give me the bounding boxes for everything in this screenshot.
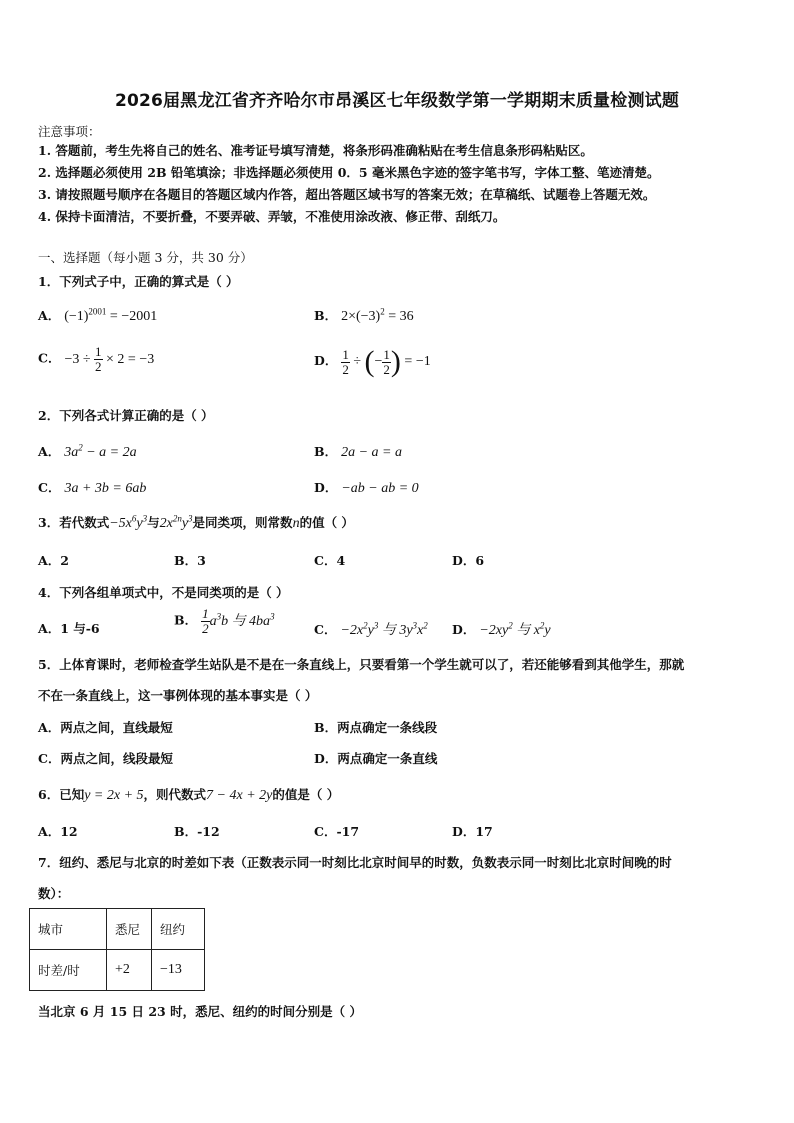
- notice-item-2: 2. 选择题必须使用 2B 铅笔填涂；非选择题必须使用 0．5 毫米黑色字迹的签字笔书写，字体工整、笔迹清楚。: [38, 165, 660, 180]
- q2-option-b: [314, 442, 402, 461]
- notice-item-4: 4. 保持卡面清洁，不要折叠，不要弄破、弄皱，不准使用涂改液、修正带、刮纸刀。: [38, 209, 506, 224]
- table-cell: −13: [152, 950, 205, 991]
- math-expr: $3a^2 - a = 2a$: [64, 442, 137, 460]
- option-label: D．: [314, 480, 338, 495]
- option-label: B．: [174, 612, 198, 628]
- q5-option-d: D．两点确定一条直线: [314, 751, 438, 766]
- math-expr: $-2x^2y^3$ 与 $3y^3x^2$: [340, 620, 428, 638]
- q2-option-c: [38, 478, 146, 497]
- q1-option-c: [38, 345, 154, 374]
- option-label: A．: [38, 444, 61, 459]
- q5-option-b: B．两点确定一条线段: [314, 720, 438, 735]
- section-heading: 一、选择题（每小题 3 分，共 30 分）: [38, 250, 253, 265]
- notice-item-3: 3. 请按照题号顺序在各题目的答题区域内作答，超出答题区域书写的答案无效；在草稿纸、试题卷上答题无效。: [38, 187, 656, 202]
- option-label: A．: [38, 308, 61, 323]
- math-expr: 2a − a = a: [341, 445, 402, 460]
- table-cell: 时差/时: [30, 950, 107, 991]
- question-2-stem: 2．下列各式计算正确的是（ ）: [38, 408, 214, 423]
- fraction: $\frac{1}{2}$: [95, 344, 102, 374]
- table-header-cell: 悉尼: [107, 909, 152, 950]
- q6-option-c: C．-17: [314, 824, 360, 839]
- q3-option-b: B．3: [174, 553, 206, 568]
- time-difference-table: [29, 908, 205, 991]
- q3-option-a: A．2: [38, 553, 69, 568]
- question-4-stem: 4．下列各组单项式中，不是同类项的是（ ）: [38, 585, 289, 600]
- q4-option-c: [314, 619, 428, 639]
- notice-item-1: 1. 答题前，考生先将自己的姓名、准考证号填写清楚，将条形码准确粘贴在考生信息条形码粘贴区。: [38, 143, 593, 158]
- math-expr: $(-1)^{2001} = -2001$: [64, 306, 158, 324]
- math-expr: $-2xy^2$ 与 $x^2y$: [479, 620, 551, 638]
- math-expr: −3 ÷ $\frac{1}{2}$ × 2 = −3: [64, 344, 155, 374]
- question-7-line-2: 数）：: [38, 886, 70, 901]
- q5-option-c: C．两点之间，线段最短: [38, 751, 173, 766]
- table-row: [30, 950, 205, 991]
- question-7-line-1: 7．纽约、悉尼与北京的时差如下表（正数表示同一时刻比北京时间早的时数，负数表示同一时刻比北京时间晚的时: [38, 855, 672, 870]
- fraction: $\frac{1}{2}$: [342, 346, 349, 377]
- q1-option-a: [38, 306, 157, 325]
- option-label: D．: [314, 353, 338, 369]
- option-label: C．: [38, 480, 61, 495]
- q6-option-d: D．17: [452, 824, 493, 839]
- q3-option-d: D．6: [452, 553, 485, 568]
- math-expr: −ab − ab = 0: [341, 481, 419, 496]
- table-cell: +2: [107, 950, 152, 991]
- option-label: C．: [314, 622, 337, 637]
- option-label: B．: [314, 444, 338, 459]
- math-expr: $\frac{1}{2}$ ÷ (− $\frac{1}{2}$ ) = −1: [342, 345, 431, 378]
- math-expr: 3a + 3b = 6ab: [64, 481, 147, 496]
- q2-option-d: [314, 478, 419, 497]
- table-header-cell: 城市: [30, 909, 107, 950]
- q4-option-a: A．1 与-6: [38, 621, 100, 636]
- question-6-stem: 6．已知y = 2x + 5，则代数式7 − 4x + 2y的值是（ ）: [38, 787, 340, 803]
- q1-option-b: [314, 306, 414, 325]
- q6-option-a: A．12: [38, 824, 78, 839]
- option-label: B．: [314, 308, 338, 323]
- page-title: 2026届黑龙江省齐齐哈尔市昂溪区七年级数学第一学期期末质量检测试题: [114, 91, 680, 111]
- question-5-line-2: 不在一条直线上，这一事例体现的基本事实是（ ）: [38, 688, 318, 703]
- math-expr: $2\times(-3)^2 = 36$: [341, 306, 414, 324]
- question-3-stem: 3．若代数式$-5x^6y^3$与$2x^{2n}y^3$是同类项，则常数n的值（ ）: [38, 513, 354, 531]
- q3-option-c: C．4: [314, 553, 346, 568]
- notice-heading: 注意事项：: [38, 124, 101, 139]
- table-header-cell: 纽约: [152, 909, 205, 950]
- q4-option-d: [452, 619, 551, 639]
- q4-option-b: [174, 607, 275, 636]
- question-1-stem: 1．下列式子中，正确的算式是（ ）: [38, 274, 239, 289]
- q1-option-d: [314, 345, 431, 379]
- question-5-line-1: 5．上体育课时，老师检查学生站队是不是在一条直线上，只要看第一个学生就可以了，若还能够看到其他学生，那就: [38, 657, 685, 672]
- option-label: D．: [452, 622, 476, 637]
- math-expr: $\frac{1}{2}$ $a^3b$ 与 $4ba^3$: [202, 606, 275, 636]
- fraction: $\frac{1}{2}$: [383, 346, 390, 377]
- question-7-line-3: 当北京 6 月 15 日 23 时，悉尼、纽约的时间分别是（ ）: [38, 1004, 362, 1019]
- q5-option-a: A．两点之间，直线最短: [38, 720, 173, 735]
- table-row: [30, 909, 205, 950]
- q6-option-b: B．-12: [174, 824, 220, 839]
- option-label: C．: [38, 350, 61, 366]
- q2-option-a: [38, 442, 137, 461]
